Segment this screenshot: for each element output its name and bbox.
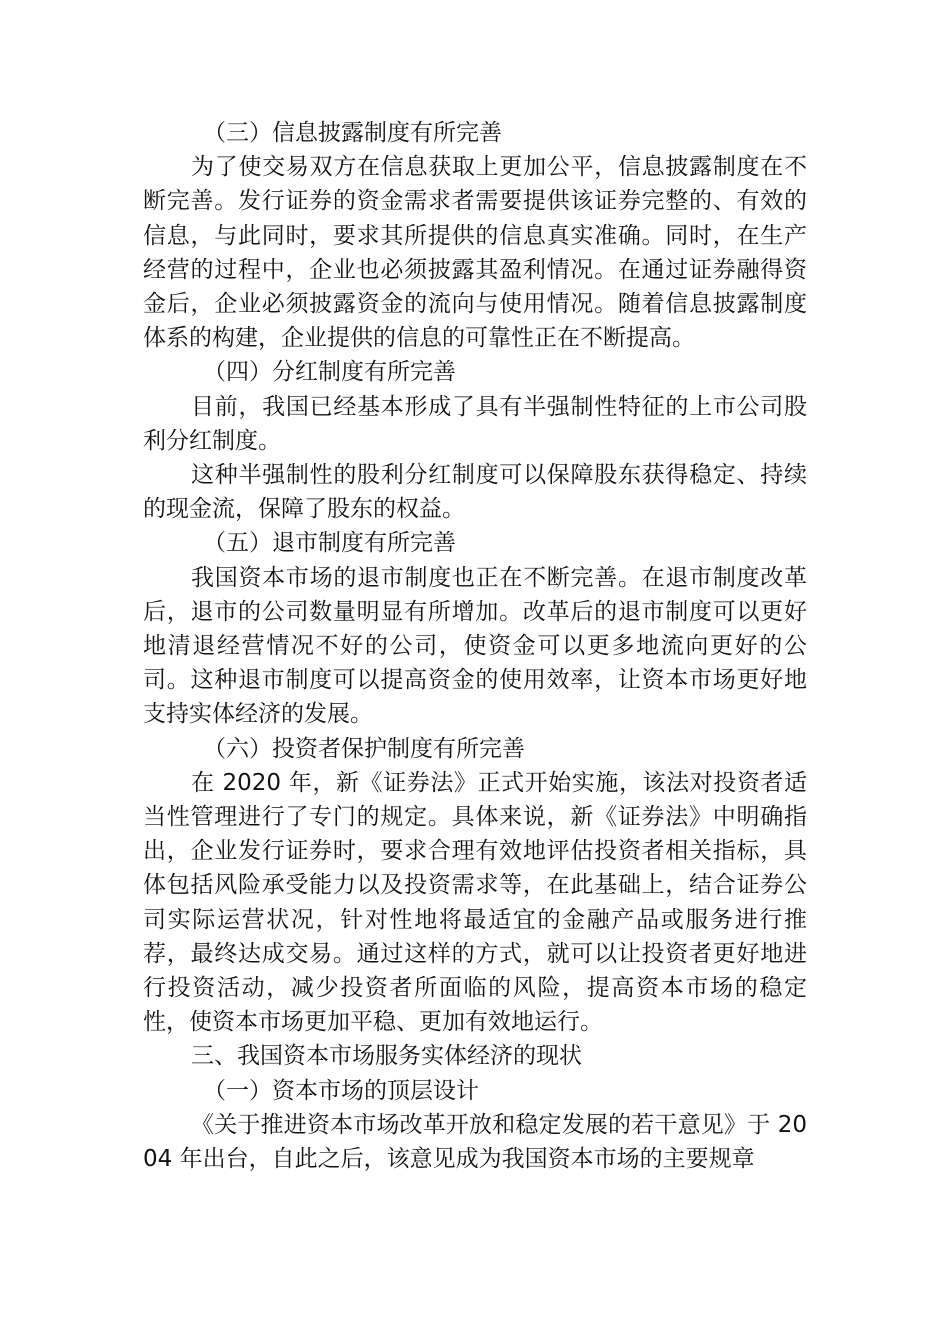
subheading-investor-protection: （六）投资者保护制度有所完善 [203,735,525,762]
subheading-dividend: （四）分红制度有所完善 [203,359,456,386]
subheading-delisting: （五）退市制度有所完善 [203,530,456,557]
subheading-top-level-design: （一）资本市场的顶层设计 [203,1077,479,1104]
paragraph-investor-protection: 在 2020 年，新《证券法》正式开始实施，该法对投资者适当性管理进行了专门的规定。具体来说，新《证券法》中明确指出，企业发行证券时，要求合理有效地评估投资者相关指标，具体包括风险承受能力以及投资需求等，在此基础上，结合证券公司实际运营状况，针对性地将最适宜的金融产品或服务进行推荐，最终达成交易。通过这样的方式，就可以让投资者更好地进行投资活动，减少投资者所面临的风险，提高资本市场的稳定性，使资本市场更加平稳、更加有效地运行。 [143,769,807,1036]
paragraph-dividend-2: 这种半强制性的股利分红制度可以保障股东获得稳定、持续的现金流，保障了股东的权益。 [143,462,807,523]
document-body [143,116,807,1176]
subheading-info-disclosure: （三）信息披露制度有所完善 [203,120,502,146]
paragraph-top-level-design: 《关于推进资本市场改革开放和稳定发展的若干意见》于 2004 年出台，自此之后，该意见成为我国资本市场的主要规章 [143,1111,807,1173]
paragraph-delisting: 我国资本市场的退市制度也正在不断完善。在退市制度改革后，退市的公司数量明显有所增加。改革后的退市制度可以更好地清退经营情况不好的公司，使资金可以更多地流向更好的公司。这种退市制度可以提高资金的使用效率，让资本市场更好地支持实体经济的发展。 [143,564,807,728]
paragraph-dividend-1: 目前，我国已经基本形成了具有半强制性特征的上市公司股利分红制度。 [143,393,807,454]
paragraph-info-disclosure: 为了使交易双方在信息获取上更加公平，信息披露制度在不断完善。发行证券的资金需求者需要提供该证券完整的、有效的信息，与此同时，要求其所提供的信息真实准确。同时，在生产经营的过程中，企业也必须披露其盈利情况。在通过证券融得资金后，企业必须披露资金的流向与使用情况。随着信息披露制度体系的构建，企业提供的信息的可靠性正在不断提高。 [143,154,807,352]
section-heading-status: 三、我国资本市场服务实体经济的现状 [191,1043,582,1070]
